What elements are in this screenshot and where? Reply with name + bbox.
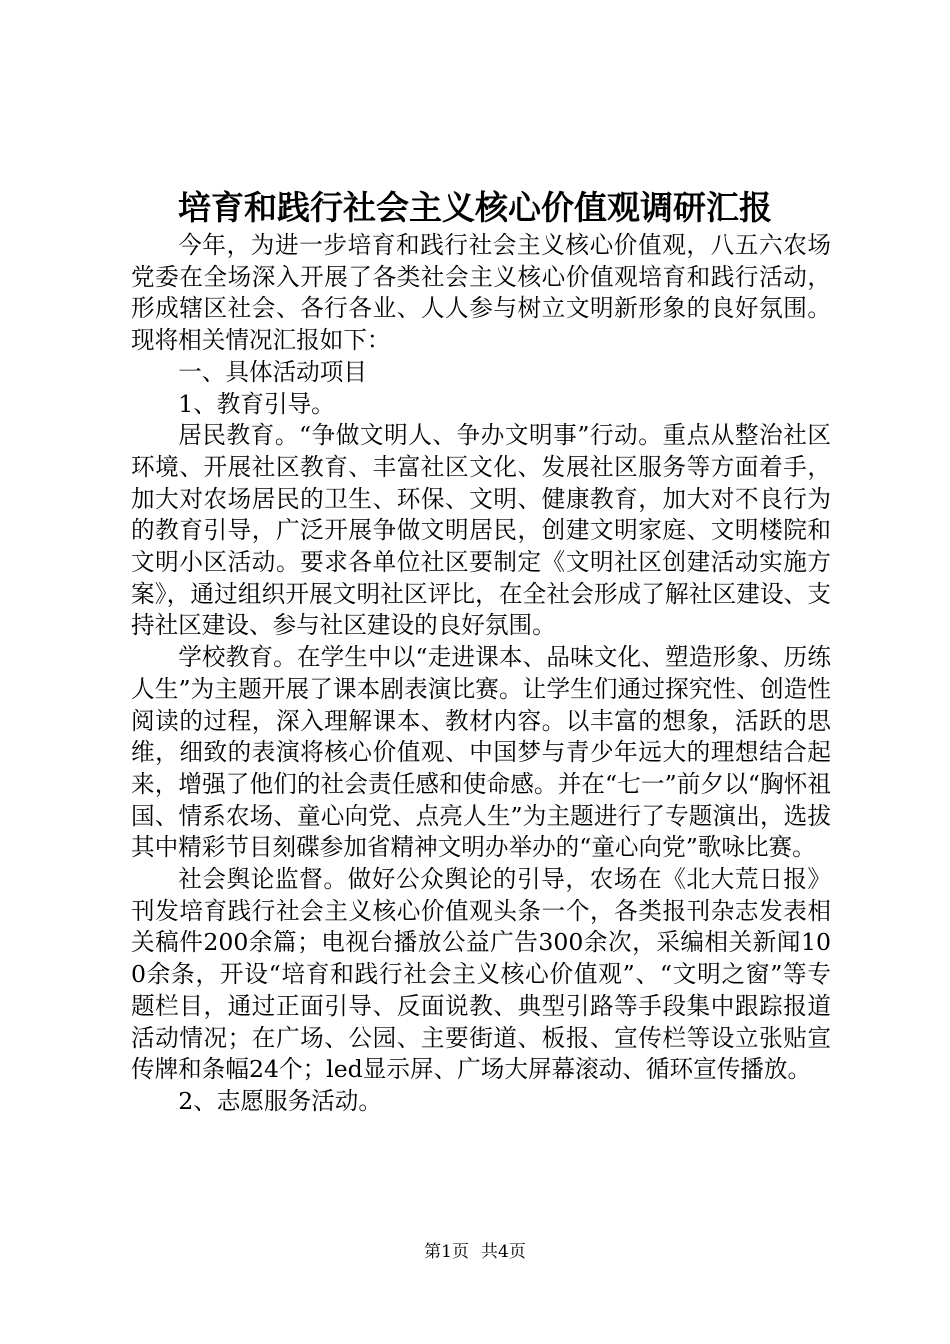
document-title: 培育和践行社会主义核心价值观调研汇报 (178, 188, 772, 227)
paragraph-public-opinion: 社会舆论监督。做好公众舆论的引导，农场在《北大荒日报》刊发培育践行社会主义核心价值观头条一个，各类报刊杂志发表相关稿件200余篇；电视台播放公益广告300余次，采编相关新闻100余条，开设“培育和践行社会主义核心价值观”、“文明之窗”等专题栏目，通过正面引导、反面说教、典型引路等手段集中跟踪报道活动情况；在广场、公园、主要街道、板报、宣传栏等设立张贴宣传牌和条幅24个；led显示屏、广场大屏幕滚动、循环宣传播放。 (131, 865, 831, 1084)
page-number: 第1页 (424, 1242, 469, 1262)
paragraph-resident-education: 居民教育。“争做文明人、争办文明事”行动。重点从整治社区环境、开展社区教育、丰富社区文化、发展社区服务等方面着手，加大对农场居民的卫生、环保、文明、健康教育，加大对不良行为的教育引导，广泛开展争做文明居民，创建文明家庭、文明楼院和文明小区活动。要求各单位社区要制定《文明社区创建活动实施方案》，通过组织开展文明社区评比，在全社会形成了解社区建设、支持社区建设、参与社区建设的良好氛围。 (131, 421, 831, 640)
page-footer (0, 1240, 950, 1264)
paragraph-school-education: 学校教育。在学生中以“走进课本、品味文化、塑造形象、历练人生”为主题开展了课本剧表演比赛。让学生们通过探究性、创造性阅读的过程，深入理解课本、教材内容。以丰富的想象，活跃的思维，细致的表演将核心价值观、中国梦与青少年远大的理想结合起来，增强了他们的社会责任感和使命感。并在“七一”前夕以“胸怀祖国、情系农场、童心向党、点亮人生”为主题进行了专题演出，选拔其中精彩节目刻碟参加省精神文明办举办的“童心向党”歌咏比赛。 (131, 643, 831, 862)
document-body (131, 230, 831, 1118)
paragraph-intro: 今年，为进一步培育和践行社会主义核心价值观，八五六农场党委在全场深入开展了各类社会主义核心价值观培育和践行活动，形成辖区社会、各行各业、人人参与树立文明新形象的良好氛围。现将相关情况汇报如下： (131, 231, 831, 355)
subsection-heading-volunteer: 2、志愿服务活动。 (178, 1086, 382, 1115)
section-heading: 一、具体活动项目 (178, 357, 367, 386)
page-total: 共4页 (481, 1242, 526, 1262)
subsection-heading-education: 1、教育引导。 (178, 389, 335, 418)
